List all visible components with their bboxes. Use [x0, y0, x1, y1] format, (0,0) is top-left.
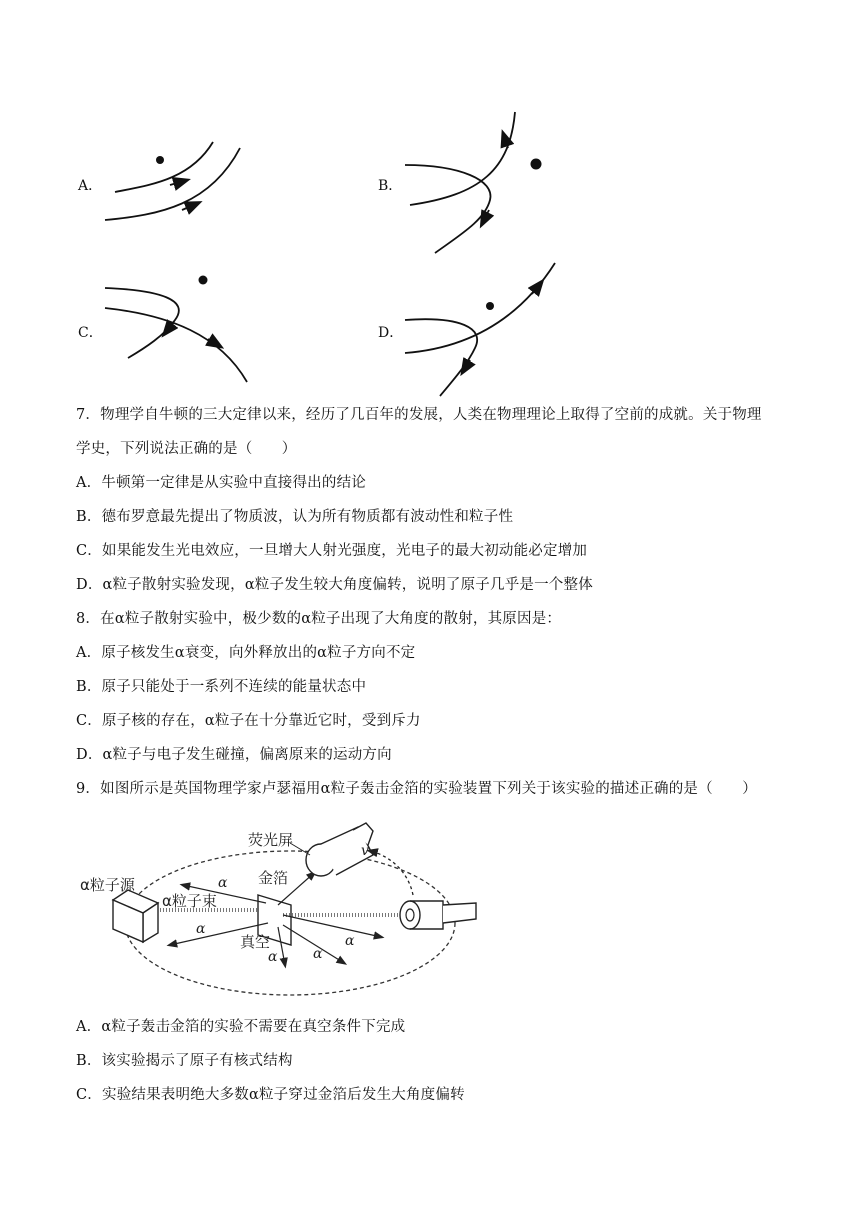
- label-alpha-4: α: [313, 946, 323, 962]
- alpha-source-box: [113, 890, 158, 942]
- q9-option-b: B．该实验揭示了原子有核式结构: [76, 1053, 293, 1069]
- q8-option-b: B．原子只能处于一系列不连续的能量状态中: [76, 679, 367, 695]
- label-alpha-5: α: [345, 933, 355, 949]
- q9-option-c: C．实验结果表明绝大多数α粒子穿过金箔后发生大角度偏转: [76, 1087, 465, 1103]
- option-b-figure: [400, 110, 560, 260]
- q7-option-d: D．α粒子散射实验发现，α粒子发生较大角度偏转，说明了原子几乎是一个整体: [76, 577, 593, 593]
- rutherford-apparatus-diagram: [78, 815, 498, 1005]
- label-alpha-beam: α粒子束: [162, 892, 217, 910]
- nucleus-dot: [199, 276, 208, 285]
- label-vacuum: 真空: [240, 933, 271, 951]
- q8-stem: 8．在α粒子散射实验中，极少数的α粒子出现了大角度的散射，其原因是：: [76, 611, 562, 627]
- option-d-figure: [400, 258, 565, 398]
- option-a-label: A．: [78, 178, 103, 194]
- label-alpha-1: α: [218, 875, 228, 891]
- q8-option-d: D．α粒子与电子发生碰撞，偏离原来的运动方向: [76, 747, 392, 763]
- label-alpha-source: α粒子源: [80, 876, 135, 894]
- q7-option-c: C．如果能发生光电效应，一旦增大人射光强度，光电子的最大初动能必定增加: [76, 543, 588, 559]
- q7-option-a: A．牛顿第一定律是从实验中直接得出的结论: [76, 475, 366, 491]
- nucleus-dot: [531, 159, 542, 170]
- label-velocity: v: [361, 843, 369, 859]
- option-b-label: B．: [378, 178, 403, 194]
- q7-option-b: B．德布罗意最先提出了物质波，认为所有物质都有波动性和粒子性: [76, 509, 514, 525]
- option-c-figure: [100, 270, 260, 385]
- option-a-figure: [100, 135, 250, 225]
- option-c-label: C．: [78, 325, 103, 341]
- q9-stem: 9．如图所示是英国物理学家卢瑟福用α粒子轰击金箔的实验装置下列关于该实验的描述正确的是（ ）: [76, 781, 757, 797]
- fluorescent-screen-right: [400, 901, 476, 929]
- label-alpha-3: α: [268, 949, 278, 965]
- nucleus-dot: [156, 156, 164, 164]
- q7-stem-line1: 7．物理学自牛顿的三大定律以来，经历了几百年的发展，人类在物理理论上取得了空前的成就。关于物理: [76, 407, 762, 423]
- label-fluorescent-screen: 荧光屏: [248, 831, 294, 849]
- nucleus-dot: [486, 302, 494, 310]
- q8-option-a: A．原子核发生α衰变，向外释放出的α粒子方向不定: [76, 645, 416, 661]
- q9-option-a: A．α粒子轰击金箔的实验不需要在真空条件下完成: [76, 1019, 406, 1035]
- label-alpha-2: α: [196, 921, 206, 937]
- q7-stem-line2: 学史，下列说法正确的是（ ）: [76, 441, 297, 457]
- option-d-label: D．: [378, 325, 404, 341]
- q8-option-c: C．原子核的存在，α粒子在十分靠近它时，受到斥力: [76, 713, 421, 729]
- label-gold-foil: 金箔: [258, 869, 289, 887]
